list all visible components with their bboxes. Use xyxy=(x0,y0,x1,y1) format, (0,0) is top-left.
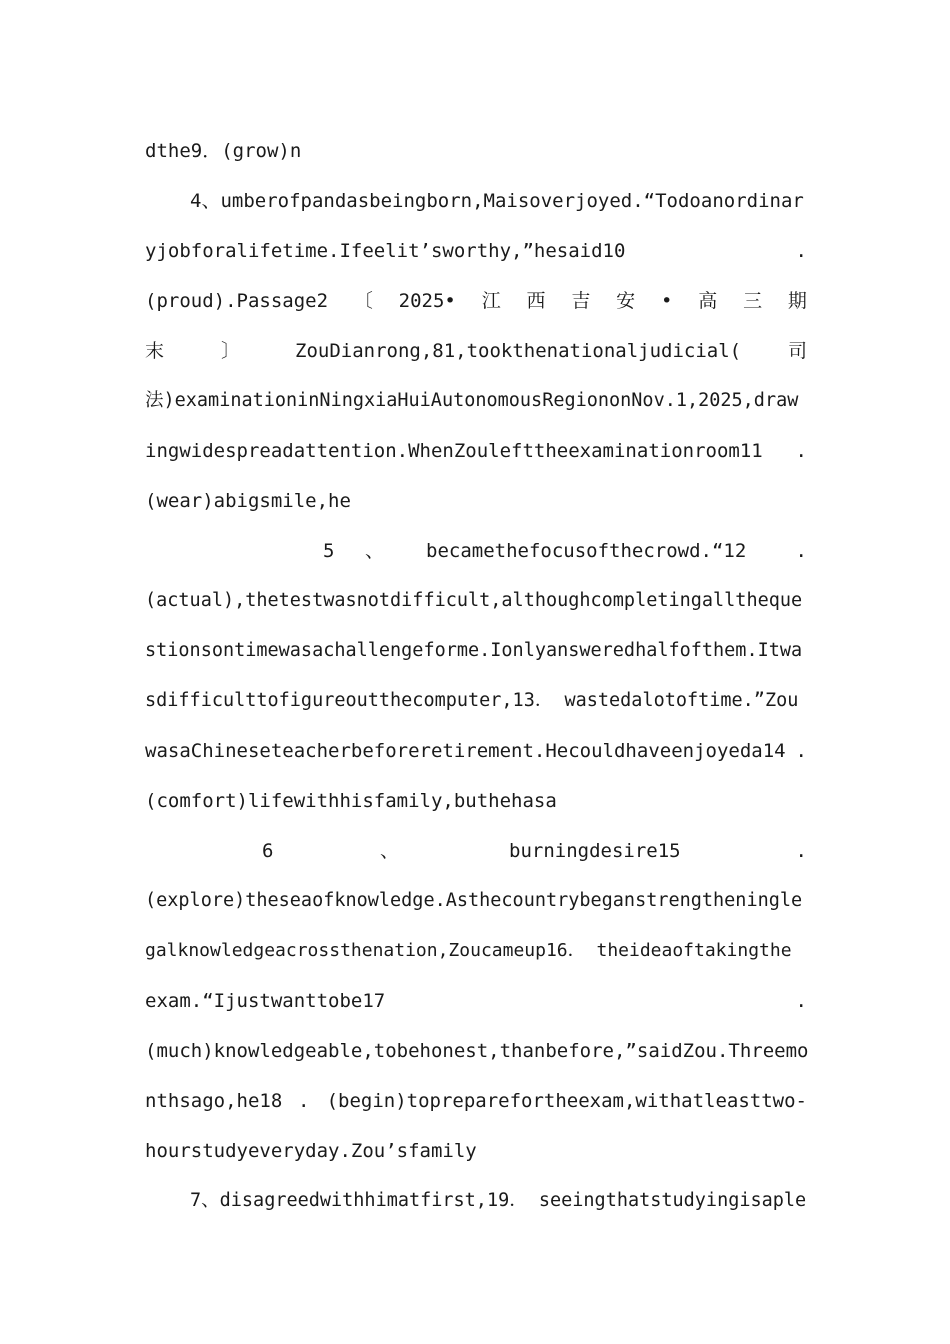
text-segment: • xyxy=(661,290,673,312)
text-line: hourstudyeveryday.Zou’sfamily xyxy=(145,1140,477,1162)
text-line: 4、umberofpandasbeingborn,Maisoverjoyed.“Todoanordinar xyxy=(190,190,804,212)
text-segment: yjobforalifetime.Ifeelit’sworthy,”hesaid10 xyxy=(145,240,626,262)
text-line: (explore)theseaofknowledge.Asthecountrybeganstrengtheningle xyxy=(145,890,803,911)
text-segment: burningdesire15 xyxy=(509,840,681,862)
text-segment: 吉 xyxy=(571,290,591,312)
text-line: 7、disagreedwithhimatfirst,19． seeingthatstudyingisaple xyxy=(190,1190,807,1211)
text-segment: . xyxy=(795,440,807,462)
text-line: (comfort)lifewithhisfamily,buthehasa xyxy=(145,790,557,812)
text-segment: (proud).Passage2 xyxy=(145,290,329,312)
text-line xyxy=(145,738,807,764)
text-segment: 司 xyxy=(787,340,807,362)
text-segment: 2025• xyxy=(398,290,456,312)
text-segment: 〕 xyxy=(221,340,241,362)
text-segment: . xyxy=(795,540,807,562)
text-segment: nthsago,he18 xyxy=(145,1090,283,1112)
text-segment: (begin)topreparefortheexam,withatleasttwo- xyxy=(326,1090,807,1112)
text-segment: ZouDianrong,81,tookthenationaljudicial( xyxy=(295,340,742,362)
text-segment: . xyxy=(795,840,807,862)
text-line: (much)knowledgeable,tobehonest,thanbefore,”saidZou.Threemo xyxy=(145,1040,809,1062)
text-line: (wear)abigsmile,he xyxy=(145,490,351,512)
text-segment: ingwidespreadattention.WhenZoulefttheexaminationroom11 xyxy=(145,440,763,462)
text-line: sdifficulttofigureoutthecomputer,13． wastedalotoftime.”Zou xyxy=(145,690,799,711)
text-line xyxy=(145,988,807,1014)
text-segment: 安 xyxy=(616,290,636,312)
text-segment: 期 xyxy=(787,290,807,312)
text-line xyxy=(145,238,807,264)
text-line: galknowledgeacrossthenation,Zoucameup16． theideaoftakingthe xyxy=(145,940,792,961)
text-segment: . xyxy=(795,740,807,762)
text-line xyxy=(145,438,807,464)
text-segment: 、 xyxy=(365,540,385,562)
text-segment: 高 xyxy=(698,290,718,312)
text-segment: 三 xyxy=(743,290,763,312)
text-line: (actual),thetestwasnotdifficult,althoughcompletingalltheque xyxy=(145,590,803,611)
text-line: 法)examinationinNingxiaHuiAutonomousRegiononNov.1,2025,draw xyxy=(145,390,799,411)
text-line: dthe9．(grow)n xyxy=(145,140,302,162)
text-line xyxy=(145,288,807,314)
text-segment: 、 xyxy=(380,840,400,862)
text-segment: . xyxy=(795,990,807,1012)
text-segment: becamethefocusofthecrowd.“12 xyxy=(426,540,747,562)
text-segment: exam.“Ijustwanttobe17 xyxy=(145,990,386,1012)
text-segment: wasaChineseteacherbeforeretirement.Hecouldhaveenjoyeda14 xyxy=(145,740,786,762)
text-segment: 西 xyxy=(526,290,546,312)
text-segment: . xyxy=(298,1090,310,1112)
text-segment: 5 xyxy=(323,540,335,562)
text-line: stionsontimewasachallengeforme.Ionlyansweredhalfofthem.Itwa xyxy=(145,640,803,661)
text-segment: . xyxy=(795,240,807,262)
text-segment: 末 xyxy=(145,340,165,362)
text-segment: 6 xyxy=(262,840,274,862)
text-segment: 江 xyxy=(481,290,501,312)
text-segment: 〔 xyxy=(353,290,373,312)
